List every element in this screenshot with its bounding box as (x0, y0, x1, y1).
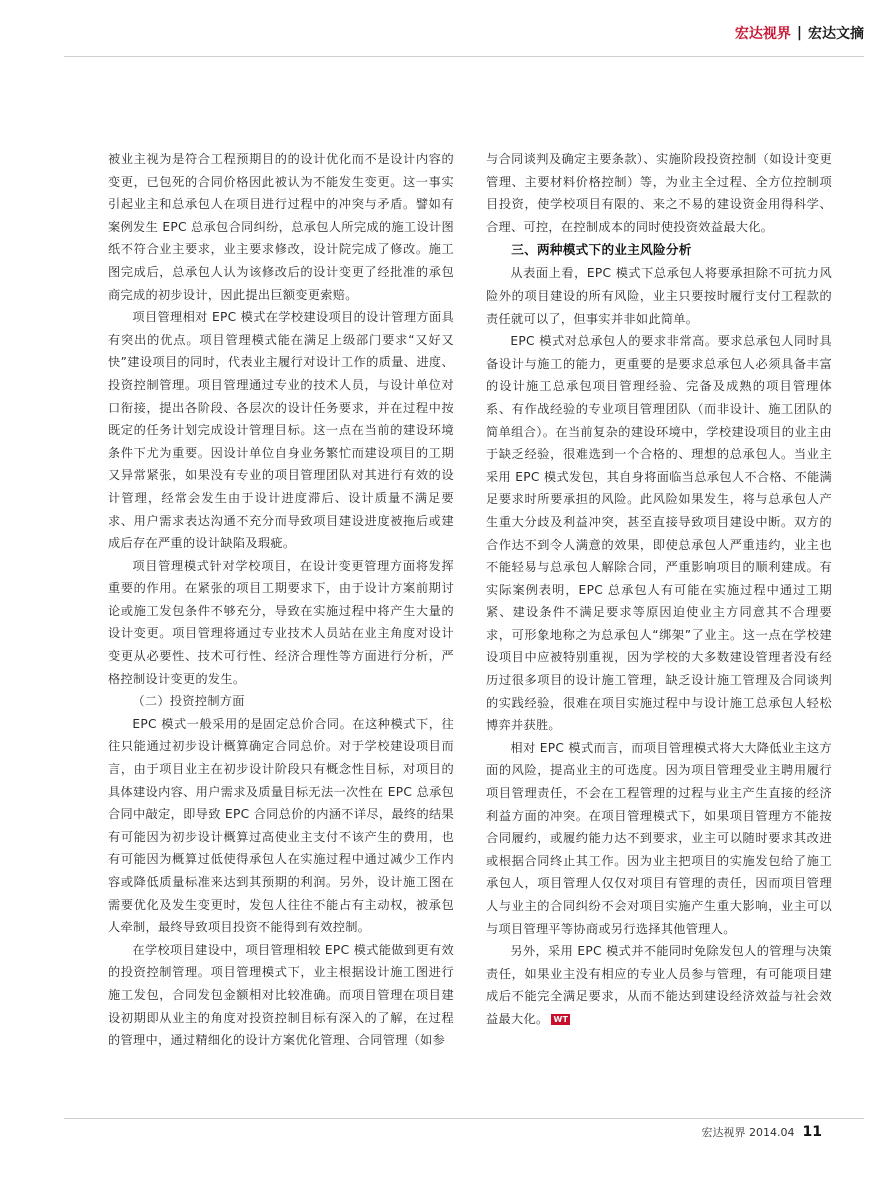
paragraph: EPC 模式对总承包人的要求非常高。要求总承包人同时具备设计与施工的能力，更重要的是要求总承包人必须具备丰富的设计施工总承包项目管理经验、完备及成熟的项目管理体系、有作战经验的专业项目管理团队（而非设计、施工团队的简单组合）。在当前复杂的建设环境中，学校建设项目的业主由于缺乏经验，很难选到一个合格的、理想的总承包人。当业主采用 EPC 模式发包，其自身将面临当总承包人不合格、不能满足要求时所要承担的风险。此风险如果发生，将与总承包人产生重大分歧及利益冲突，甚至直接导致项目建设中断。双方的合作达不到令人满意的效果，即使总承包人严重违约，业主也不能轻易与总承包人解除合同，严重影响项目的顺利建成。有实际案例表明，EPC 总承包人有可能在实施过程中通过工期紧、建设条件不满足要求等原因迫使业主方同意其不合理要求，可形象地称之为总承包人“绑架”了业主。这一点在学校建设项目中应被特别重视，因为学校的大多数建设管理者没有经历过很多项目的设计施工管理，缺乏设计施工管理及合同谈判的实践经验，很难在项目实施过程中与设计施工总承包人轻松博弈并获胜。 (486, 334, 832, 733)
end-mark: WT (553, 1014, 569, 1024)
footer-divider (64, 1118, 864, 1119)
page-footer (702, 1124, 822, 1140)
paragraph: 项目管理相对 EPC 模式在学校建设项目的设计管理方面具有突出的优点。项目管理模式能在满足上级部门要求“又好又快”建设项目的同时，代表业主履行对设计工作的质量、进度、投资控制管理。项目管理通过专业的技术人员，与设计单位对口衔接，提出各阶段、各层次的设计任务要求，并在过程中按既定的任务计划完成设计管理目标。这一点在当前的建设环境条件下尤为重要。因设计单位自身业务繁忙而建设项目的工期又异常紧张，如果没有专业的项目管理团队对其进行有效的设计管理，经常会发生由于设计进度滞后、设计质量不满足要求、用户需求表达沟通不充分而导致项目建设进度被拖后或建成后存在严重的设计缺陷及瑕疵。 (108, 310, 454, 551)
paragraph-text: 另外，采用 EPC 模式并不能同时免除发包人的管理与决策责任，如果业主没有相应的专业人员参与管理，有可能项目建成后不能完全满足要求，从而不能达到建设经济效益与社会效益最大化。 (486, 944, 832, 1026)
page-number: 11 (802, 1124, 822, 1140)
section-heading: 三、两种模式下的业主风险分析 (511, 242, 692, 258)
paragraph: 项目管理模式针对学校项目，在设计变更管理方面将发挥重要的作用。在紧张的项目工期要求下，由于设计方案前期讨论或施工发包条件不够充分，导致在实施过程中将产生大量的设计变更。项目管理将通过专业技术人员站在业主角度对设计变更从必要性、技术可行性、经济合理性等方面进行分析，严格控制设计变更的发生。 (108, 558, 454, 686)
paragraph: 在学校项目建设中，项目管理相较 EPC 模式能做到更有效的投资控制管理。项目管理模式下，业主根据设计施工图进行施工发包，合同发包金额相对比较准确。而项目管理在项目建设初期即从业主的角度对投资控制目标有深入的了解，在过程的管理中，通过精细化的设计方案优化管理、合同管理（如参 (108, 942, 454, 1048)
header-section: 宏达文摘 (808, 26, 864, 42)
left-column (108, 148, 454, 1052)
footer-magazine: 宏达视界 2014.04 (701, 1126, 795, 1139)
page-header (735, 12, 864, 54)
subheading: （二）投资控制方面 (132, 694, 245, 709)
header-divider (64, 56, 864, 57)
paragraph (486, 940, 832, 1030)
header-brand: 宏达视界 (734, 26, 791, 42)
right-column (486, 148, 832, 1031)
paragraph: 相对 EPC 模式而言，而项目管理模式将大大降低业主这方面的风险，提高业主的可选度。因为项目管理受业主聘用履行项目管理责任，不会在工程管理的过程与业主产生直接的经济利益方面的冲突。在项目管理模式下，如果项目管理方不能按合同履约，或履约能力达不到要求，业主可以随时要求其改进或根据合同终止其工作。因为业主把项目的实施发包给了施工承包人，项目管理人仅仅对项目有管理的责任，因而项目管理人与业主的合同纠纷不会对项目实施产生重大影响，业主可以与项目管理平等协商或另行选择其他管理人。 (486, 740, 832, 936)
header-separator: | (796, 25, 802, 41)
paragraph: 从表面上看，EPC 模式下总承包人将要承担除不可抗力风险外的项目建设的所有风险，业主只要按时履行支付工程款的责任就可以了，但事实并非如此简单。 (486, 266, 832, 326)
paragraph: EPC 模式一般采用的是固定总价合同。在这种模式下，往往只能通过初步设计概算确定合同总价。对于学校建设项目而言，由于项目业主在初步设计阶段只有概念性目标，对项目的具体建设内容、用户需求及质量目标无法一次性在 EPC 总承包合同中敲定，即导致 EPC 合同总价的内涵不详尽，最终的结果有可能因为初步设计概算过高使业主支付不该产生的费用，也有可能因为概算过低使得承包人在实施过程中通过减少工作内容或降低质量标准来达到其预期的利润。另外，设计施工图在需要优化及发生变更时，发包人往往不能占有主动权，被承包人牵制，最终导致项目投资不能得到有效控制。 (108, 716, 454, 935)
paragraph: 被业主视为是符合工程预期目的的设计优化而不是设计内容的变更，已包死的合同价格因此被认为不能发生变更。这一事实引起业主和总承包人在项目进行过程中的冲突与矛盾。譬如有案例发生 EPC 总承包合同纠纷，总承包人所完成的施工设计图纸不符合业主要求，业主要求修改，设计院完成了修改。施工图完成后，总承包人认为该修改后的设计变更了经批准的承包商完成的初步设计，因此提出巨额变更索赔。 (108, 152, 454, 302)
paragraph: 与合同谈判及确定主要条款）、实施阶段投资控制（如设计变更管理、主要材料价格控制）等，为业主全过程、全方位控制项目投资，使学校项目有限的、来之不易的建设资金用得科学、合理、可控，在控制成本的同时使投资效益最大化。 (486, 152, 832, 234)
